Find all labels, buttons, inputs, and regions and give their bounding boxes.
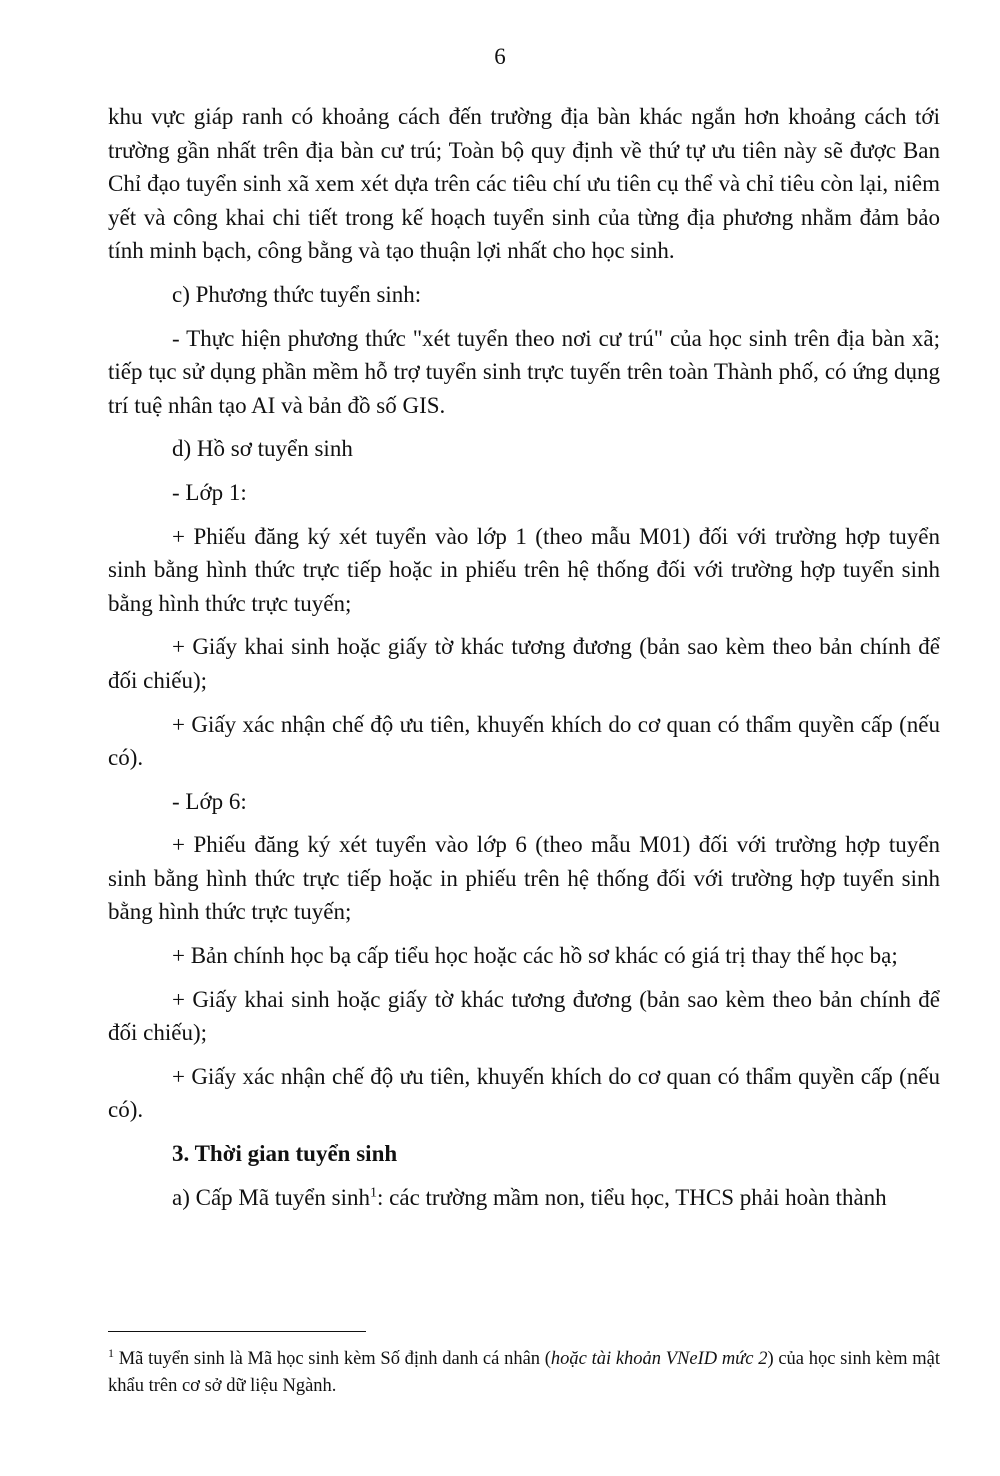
paragraph-grade6-label: - Lớp 6: — [172, 788, 247, 814]
document-body — [108, 100, 940, 1224]
paragraph-issue-code — [108, 1181, 940, 1215]
footnote-reference[interactable]: 1 — [370, 1184, 378, 1200]
page-number: 6 — [494, 44, 506, 69]
list-item: + Phiếu đăng ký xét tuyển vào lớp 6 (theo mẫu M01) đối với trường hợp tuyển sinh bằng hình thức trực tiếp hoặc in phiếu trên hệ thống đối với trường hợp tuyển sinh bằng hình thức trực tuyến; — [108, 832, 940, 925]
footnote-italic-text: hoặc tài khoản VNeID mức 2 — [550, 1349, 768, 1369]
list-item: + Giấy khai sinh hoặc giấy tờ khác tương đương (bản sao kèm theo bản chính để đối chiếu); — [108, 986, 940, 1046]
paragraph-documents-heading: d) Hồ sơ tuyển sinh — [172, 436, 353, 462]
section-heading: 3. Thời gian tuyển sinh — [172, 1141, 398, 1167]
list-item: + Phiếu đăng ký xét tuyển vào lớp 1 (theo mẫu M01) đối với trường hợp tuyển sinh bằng hình thức trực tiếp hoặc in phiếu trên hệ thống đối với trường hợp tuyển sinh bằng hình thức trực tuyến; — [108, 523, 940, 616]
paragraph-admission-method-heading: c) Phương thức tuyển sinh: — [172, 281, 422, 307]
list-item: + Giấy xác nhận chế độ ưu tiên, khuyến khích do cơ quan có thẩm quyền cấp (nếu có). — [108, 1063, 940, 1123]
footnote-separator — [108, 1331, 366, 1332]
footnote-text: Mã tuyển sinh là Mã học sinh kèm Số định danh cá nhân ( — [114, 1349, 551, 1369]
footnote-text-end: ) của học sinh kèm mật khẩu trên cơ sở dữ liệu Ngành. — [108, 1349, 940, 1396]
list-item: + Giấy khai sinh hoặc giấy tờ khác tương đương (bản sao kèm theo bản chính để đối chiếu); — [108, 634, 940, 693]
issue-code-text: a) Cấp Mã tuyển sinh — [172, 1184, 371, 1210]
paragraph-admission-method: - Thực hiện phương thức "xét tuyển theo nơi cư trú" của học sinh trên địa bàn xã; tiếp tục sử dụng phần mềm hỗ trợ tuyển sinh trực tuyến trên toàn Thành phố, có ứng dụng trí tuệ nhân tạo AI và bản đồ số GIS. — [108, 325, 940, 418]
issue-code-text-rest: : các trường mầm non, tiểu học, THCS phải hoàn thành — [377, 1184, 887, 1210]
list-item: + Giấy xác nhận chế độ ưu tiên, khuyến khích do cơ quan có thẩm quyền cấp (nếu có). — [108, 711, 940, 771]
footnote — [108, 1346, 940, 1400]
list-item: + Bản chính học bạ cấp tiểu học hoặc các hồ sơ khác có giá trị thay thế học bạ; — [172, 943, 898, 969]
paragraph-continuation: khu vực giáp ranh có khoảng cách đến trường địa bàn khác ngắn hơn khoảng cách tới trường gần nhất trên địa bàn cư trú; Toàn bộ quy định về thứ tự ưu tiên này sẽ được Ban Chỉ đạo tuyển sinh xã xem xét dựa trên các tiêu chí ưu tiên cụ thể và chỉ tiêu còn lại, niêm yết và công khai chi tiết trong kế hoạch tuyển sinh của từng địa phương nhằm đảm bảo tính minh bạch, công bằng và tạo thuận lợi nhất cho học sinh. — [108, 104, 940, 264]
paragraph-grade1-label: - Lớp 1: — [172, 479, 247, 505]
footnote-marker: 1 — [108, 1345, 114, 1360]
